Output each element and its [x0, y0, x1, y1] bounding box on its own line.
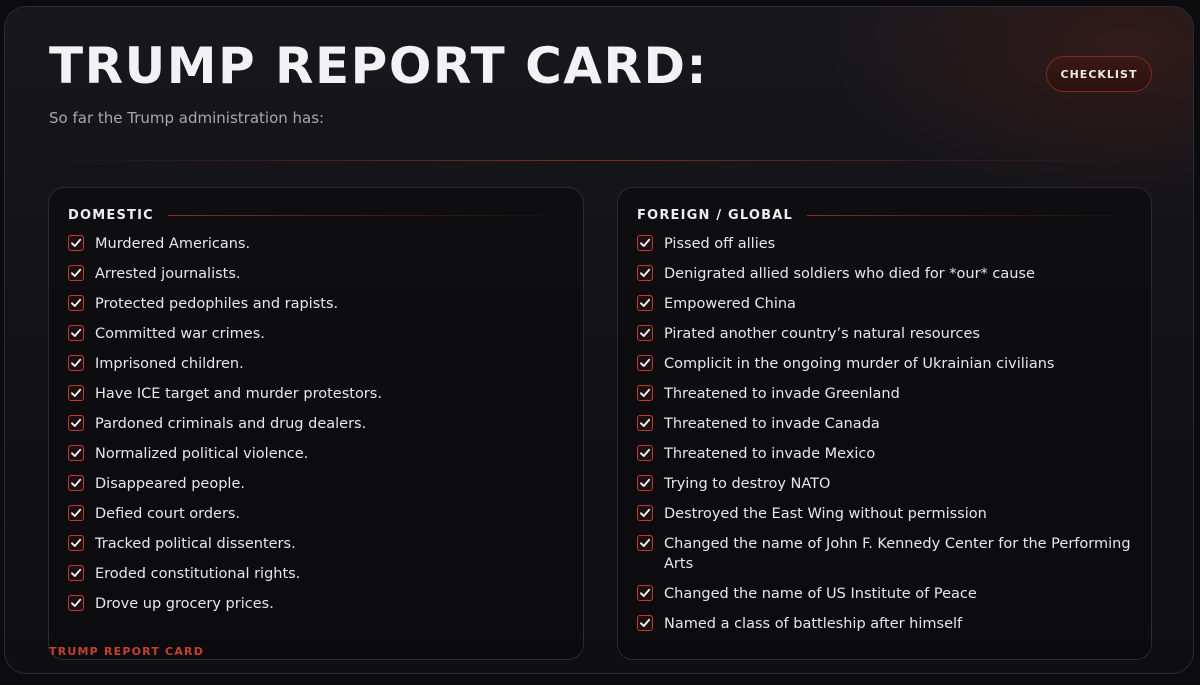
checklist-item [68, 504, 569, 524]
checkbox-checked-icon[interactable] [637, 505, 653, 521]
checklist-item [637, 264, 1137, 284]
checkbox-checked-icon[interactable] [68, 325, 84, 341]
checklist-item [637, 534, 1137, 574]
checklist-item-text: Murdered Americans. [95, 236, 251, 252]
checklist-item [68, 444, 569, 464]
checklist-item [68, 294, 569, 314]
checklist-item [68, 354, 569, 374]
checklist-item-text: Arrested journalists. [95, 266, 241, 282]
checkbox-checked-icon[interactable] [637, 355, 653, 371]
checklist-item-text: Changed the name of US Institute of Peace [664, 586, 977, 602]
checklist-item-text: Pardoned criminals and drug dealers. [95, 416, 367, 432]
checkbox-checked-icon[interactable] [68, 565, 84, 581]
checkbox-checked-icon[interactable] [637, 235, 653, 251]
checklist-item [68, 234, 569, 254]
checklist-item [637, 234, 1137, 254]
checklist-item [68, 594, 569, 614]
checklist-item-text: Defied court orders. [95, 506, 241, 522]
checklist-item-text: Pirated another country’s natural resources [664, 326, 980, 342]
domestic-panel [48, 187, 584, 660]
checklist-item [68, 324, 569, 344]
checklist-item [68, 474, 569, 494]
checklist-item [68, 564, 569, 584]
checklist-button[interactable]: CHECKLIST [1046, 56, 1152, 92]
footer-brand: TRUMP REPORT CARD [49, 645, 205, 658]
checklist-item-text: Complicit in the ongoing murder of Ukrainian civilians [664, 356, 1055, 372]
checkbox-checked-icon[interactable] [68, 475, 84, 491]
checklist-item-text: Changed the name of John F. Kennedy Center for the Performing Arts [664, 536, 1131, 572]
domestic-list [68, 234, 569, 624]
checklist-item-text: Protected pedophiles and rapists. [95, 296, 339, 312]
checklist-item [68, 534, 569, 554]
checkbox-checked-icon[interactable] [68, 505, 84, 521]
report-card [4, 6, 1194, 674]
checkbox-checked-icon[interactable] [637, 475, 653, 491]
checklist-item [637, 294, 1137, 314]
checklist-item-text: Disappeared people. [95, 476, 245, 492]
checkbox-checked-icon[interactable] [68, 385, 84, 401]
checkbox-checked-icon[interactable] [637, 325, 653, 341]
checklist-item-text: Imprisoned children. [95, 356, 244, 372]
checkbox-checked-icon[interactable] [68, 595, 84, 611]
checklist-item-text: Pissed off allies [664, 236, 776, 252]
checklist-item [637, 504, 1137, 524]
checkbox-checked-icon[interactable] [68, 295, 84, 311]
domestic-heading: DOMESTIC [68, 208, 154, 223]
checkbox-checked-icon[interactable] [68, 445, 84, 461]
checklist-item-text: Drove up grocery prices. [95, 596, 274, 612]
checklist-item [68, 414, 569, 434]
foreign-panel [617, 187, 1152, 660]
checklist-item-text: Denigrated allied soldiers who died for *our* cause [664, 266, 1035, 282]
checkbox-checked-icon[interactable] [637, 535, 653, 551]
checklist-item-text: Threatened to invade Canada [664, 416, 880, 432]
checklist-item [637, 444, 1137, 464]
checkbox-checked-icon[interactable] [637, 415, 653, 431]
checkbox-checked-icon[interactable] [637, 385, 653, 401]
checkbox-checked-icon[interactable] [68, 535, 84, 551]
checklist-item-text: Named a class of battleship after himself [664, 616, 963, 632]
checklist-item-text: Empowered China [664, 296, 796, 312]
checkbox-checked-icon[interactable] [68, 265, 84, 281]
domestic-header [68, 208, 563, 223]
foreign-list [637, 234, 1137, 644]
header-divider [49, 160, 1129, 161]
checklist-item-text: Normalized political violence. [95, 446, 309, 462]
checkbox-checked-icon[interactable] [68, 415, 84, 431]
foreign-header [637, 208, 1131, 223]
checkbox-checked-icon[interactable] [637, 585, 653, 601]
checklist-item [637, 324, 1137, 344]
checklist-item-text: Have ICE target and murder protestors. [95, 386, 382, 402]
checklist-item [68, 264, 569, 284]
checklist-item [637, 384, 1137, 404]
checklist-item [637, 584, 1137, 604]
checkbox-checked-icon[interactable] [637, 295, 653, 311]
checkbox-checked-icon[interactable] [68, 355, 84, 371]
checklist-item [637, 354, 1137, 374]
checklist-item [637, 474, 1137, 494]
checkbox-checked-icon[interactable] [68, 235, 84, 251]
checkbox-checked-icon[interactable] [637, 615, 653, 631]
checklist-item [68, 384, 569, 404]
domestic-heading-rule [168, 215, 563, 216]
checklist-item [637, 614, 1137, 634]
page-title: TRUMP REPORT CARD: [49, 37, 708, 95]
checklist-item-text: Destroyed the East Wing without permission [664, 506, 987, 522]
checklist-item [637, 414, 1137, 434]
checkbox-checked-icon[interactable] [637, 265, 653, 281]
checklist-item-text: Trying to destroy NATO [664, 476, 831, 492]
checklist-item-text: Threatened to invade Mexico [664, 446, 876, 462]
checklist-item-text: Tracked political dissenters. [95, 536, 296, 552]
foreign-heading-rule [807, 215, 1131, 216]
page-subtitle: So far the Trump administration has: [49, 109, 325, 127]
checklist-item-text: Threatened to invade Greenland [664, 386, 900, 402]
checklist-item-text: Eroded constitutional rights. [95, 566, 301, 582]
foreign-heading: FOREIGN / GLOBAL [637, 208, 794, 223]
checkbox-checked-icon[interactable] [637, 445, 653, 461]
checklist-item-text: Committed war crimes. [95, 326, 265, 342]
